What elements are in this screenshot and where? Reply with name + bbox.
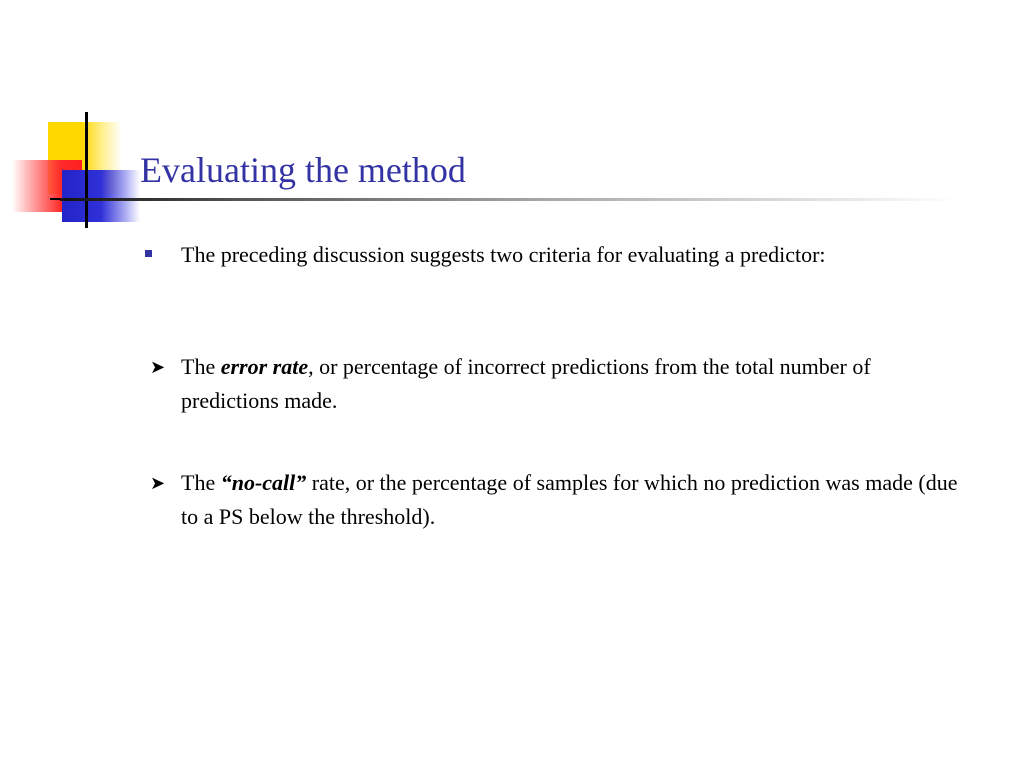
sub-bullet-suffix: , or percentage of incorrect predictions from the total number of predictions made.	[181, 354, 871, 413]
sub-bullet-text	[181, 466, 971, 534]
sub-bullet-emphasis: error rate	[220, 354, 309, 379]
sub-bullet-prefix: The	[181, 354, 221, 379]
sub-bullet-suffix: rate, or the percentage of samples for which no prediction was made (due to a PS below the threshold).	[181, 470, 958, 529]
main-bullet-text: The preceding discussion suggests two criteria for evaluating a predictor:	[181, 242, 826, 267]
sub-bullet-emphasis: “no-call”	[220, 470, 307, 495]
logo-blue-block	[62, 170, 140, 222]
sub-bullet-prefix: The	[181, 470, 221, 495]
color-blocks-logo	[0, 0, 140, 240]
slide-title: Evaluating the method	[140, 150, 466, 190]
arrowhead-bullet-icon: ➤	[150, 473, 166, 493]
logo-vertical-line	[85, 112, 88, 228]
title-underline-rule	[60, 198, 960, 201]
arrowhead-bullet-icon: ➤	[150, 357, 166, 377]
square-bullet-icon	[145, 250, 152, 257]
sub-bullet-text	[181, 350, 971, 418]
